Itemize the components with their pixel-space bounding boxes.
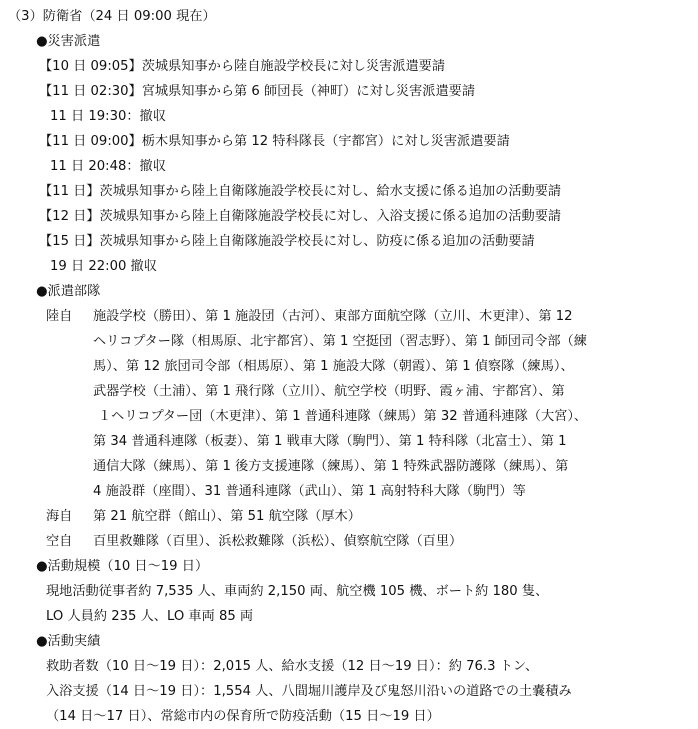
section-heading: （3）防衛省（24 日 09:00 現在） xyxy=(8,9,216,24)
document-body xyxy=(0,4,698,729)
msdf-units: 第 21 航空群（館山）、第 51 航空隊（厚木） xyxy=(93,509,361,524)
activity-results-line: 救助者数（10 日～19 日）：2,015 人、給水支援（12 日～19 日）：約 76.3 トン、 xyxy=(46,659,539,674)
withdrawal-line: 11 日 20:48：撤収 xyxy=(50,159,166,174)
dispatch-request-line: 【12 日】茨城県知事から陸上自衛隊施設学校長に対し、入浴支援に係る追加の活動要請 xyxy=(39,209,562,224)
gsdf-units-line: 施設学校（勝田）、第 1 施設団（古河）、東部方面航空隊（立川、木更津）、第 12 xyxy=(93,309,573,324)
activity-results-line: 入浴支援（14 日～19 日）：1,554 人、八間堀川護岸及び鬼怒川沿いの道路での土嚢積み xyxy=(46,684,572,699)
asdf-row xyxy=(0,529,698,554)
activity-results-title: ●活動実績 xyxy=(36,634,101,649)
activity-scale-line: LO 人員約 235 人、LO 車両 85 両 xyxy=(46,609,254,624)
dispatch-request-line: 【11 日 09:00】栃木県知事から第 12 特科隊長（宇都宮）に対し災害派遣要請 xyxy=(39,134,510,149)
withdrawal-line: 19 日 22:00 撤収 xyxy=(50,259,157,274)
gsdf-label: 陸自 xyxy=(46,309,73,324)
gsdf-row xyxy=(0,304,698,329)
dispatched-units-title: ●派遣部隊 xyxy=(36,284,101,299)
activity-scale-title: ●活動規模（10 日～19 日） xyxy=(36,559,209,574)
msdf-row xyxy=(0,504,698,529)
dispatch-request-line: 【11 日 02:30】宮城県知事から第 6 師団長（神町）に対し災害派遣要請 xyxy=(39,84,476,99)
gsdf-units-line: 武器学校（土浦）、第 1 飛行隊（立川）、航空学校（明野、霞ヶ浦、宇都宮）、第 xyxy=(93,384,565,399)
activity-results-line: （14 日～17 日）、常総市内の保育所で防疫活動（15 日～19 日） xyxy=(46,709,440,724)
activity-scale-line: 現地活動従事者約 7,535 人、車両約 2,150 両、航空機 105 機、ボート約 180 隻、 xyxy=(46,584,549,599)
dispatch-request-line: 【11 日】茨城県知事から陸上自衛隊施設学校長に対し、給水支援に係る追加の活動要請 xyxy=(39,184,562,199)
gsdf-units-line: 第 34 普通科連隊（板妻）、第 1 戦車大隊（駒門）、第 1 特科隊（北富士）、第 1 xyxy=(93,434,567,449)
asdf-label: 空自 xyxy=(46,534,73,549)
gsdf-units-line: 通信大隊（練馬）、第 1 後方支援連隊（練馬）、第 1 特殊武器防護隊（練馬）、第 xyxy=(93,459,569,474)
disaster-dispatch-title: ●災害派遣 xyxy=(36,34,101,49)
asdf-units: 百里救難隊（百里）、浜松救難隊（浜松）、偵察航空隊（百里） xyxy=(93,534,463,549)
gsdf-units-line: 馬）、第 12 旅団司令部（相馬原）、第 1 施設大隊（朝霞）、第 1 偵察隊（練馬）、 xyxy=(93,359,574,374)
dispatch-request-line: 【15 日】茨城県知事から陸上自衛隊施設学校長に対し、防疫に係る追加の活動要請 xyxy=(39,234,535,249)
dispatch-request-line: 【10 日 09:05】茨城県知事から陸自施設学校長に対し災害派遣要請 xyxy=(39,59,446,74)
gsdf-units-line: １ヘリコプター団（木更津）、第 1 普通科連隊（練馬）第 32 普通科連隊（大宮）、 xyxy=(98,409,588,424)
msdf-label: 海自 xyxy=(46,509,73,524)
withdrawal-line: 11 日 19:30：撤収 xyxy=(50,109,166,124)
gsdf-units-line: ヘリコプター隊（相馬原、北宇都宮）、第 1 空挺団（習志野）、第 1 師団司令部（練 xyxy=(93,334,587,349)
gsdf-units-line: 4 施設群（座間）、31 普通科連隊（武山）、第 1 高射特科大隊（駒門）等 xyxy=(93,484,526,499)
